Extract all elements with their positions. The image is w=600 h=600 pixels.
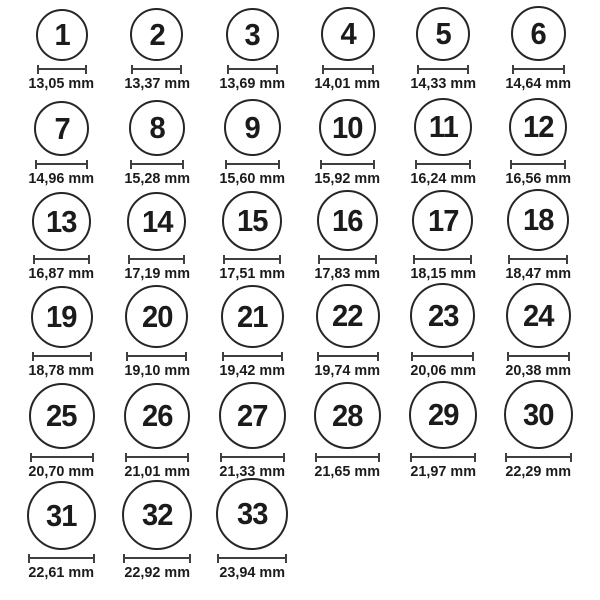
diameter-measure-line	[130, 160, 184, 169]
ring-circle	[414, 98, 472, 156]
diameter-measure-line	[223, 255, 281, 264]
ring-size-cell	[205, 285, 300, 382]
diameter-measure-line	[35, 160, 88, 169]
ring-circle	[216, 478, 288, 550]
ring-circle	[316, 284, 380, 348]
ring-circle	[412, 190, 473, 251]
ring-size-number: 28	[332, 397, 363, 433]
diameter-label: 23,94 mm	[219, 563, 286, 581]
ring-size-cell	[300, 285, 395, 382]
ring-size-number: 14	[141, 203, 173, 239]
ring-size-cell	[14, 190, 109, 285]
ring-size-number: 10	[332, 109, 363, 145]
diameter-measure-line	[30, 453, 94, 462]
diameter-measure-line	[126, 352, 187, 361]
ring-size-number: 12	[523, 109, 554, 144]
ring-circle	[410, 283, 475, 348]
ring-size-cell	[300, 382, 395, 483]
ring-size-number: 33	[237, 496, 268, 531]
ring-size-number: 23	[427, 297, 459, 333]
diameter-label: 19,42 mm	[219, 361, 286, 379]
diameter-measure-line	[318, 255, 377, 264]
ring-circle	[224, 99, 281, 156]
ring-size-number: 21	[237, 298, 268, 334]
ring-size-cell	[205, 190, 300, 285]
ring-circle	[504, 380, 573, 449]
diameter-measure-line	[411, 352, 474, 361]
ring-size-number: 8	[149, 110, 165, 145]
diameter-measure-line	[317, 352, 379, 361]
ring-size-cell	[491, 95, 586, 190]
ring-size-number: 26	[141, 398, 173, 433]
ring-circle	[409, 381, 477, 449]
ring-circle	[122, 480, 192, 550]
ring-circle	[319, 99, 376, 156]
ring-size-number: 7	[54, 110, 70, 146]
diameter-label: 14,96 mm	[28, 169, 95, 187]
diameter-label: 17,83 mm	[314, 264, 381, 282]
diameter-label: 16,24 mm	[410, 169, 476, 187]
ring-size-number: 6	[530, 15, 546, 51]
ring-circle	[509, 98, 567, 156]
diameter-measure-line	[32, 352, 92, 361]
diameter-label: 15,28 mm	[124, 169, 190, 187]
ring-size-number: 31	[46, 497, 77, 533]
diameter-measure-line	[227, 65, 278, 74]
ring-size-number: 4	[340, 16, 356, 51]
ring-size-cell	[205, 0, 300, 95]
ring-circle	[129, 100, 185, 156]
diameter-measure-line	[508, 255, 568, 264]
ring-circle	[222, 191, 282, 251]
ring-circle	[32, 192, 91, 251]
diameter-measure-line	[131, 65, 182, 74]
ring-size-cell	[300, 0, 395, 95]
ring-size-cell	[395, 382, 490, 483]
ring-size-number: 17	[427, 202, 459, 238]
ring-size-cell	[109, 190, 204, 285]
ring-size-cell	[109, 95, 204, 190]
ring-size-cell	[109, 0, 204, 95]
diameter-label: 20,70 mm	[28, 462, 95, 480]
diameter-label: 22,61 mm	[28, 563, 95, 581]
ring-circle	[416, 7, 470, 61]
ring-size-cell	[14, 95, 109, 190]
ring-size-cell	[395, 0, 490, 95]
ring-circle	[511, 6, 566, 61]
diameter-label: 14,64 mm	[505, 74, 572, 92]
diameter-measure-line	[510, 160, 566, 169]
ring-size-number: 15	[237, 203, 268, 238]
ring-circle	[221, 285, 284, 348]
diameter-measure-line	[417, 65, 469, 74]
diameter-label: 19,10 mm	[124, 361, 190, 379]
diameter-measure-line	[33, 255, 90, 264]
diameter-label: 22,29 mm	[505, 462, 572, 480]
diameter-measure-line	[125, 453, 189, 462]
ring-size-number: 16	[332, 202, 363, 238]
ring-size-number: 3	[244, 16, 260, 52]
ring-size-number: 25	[46, 398, 77, 433]
diameter-label: 22,92 mm	[124, 563, 190, 581]
ring-size-cell	[491, 0, 586, 95]
diameter-label: 13,05 mm	[28, 74, 95, 92]
ring-size-number: 20	[141, 298, 173, 334]
diameter-measure-line	[415, 160, 471, 169]
diameter-measure-line	[507, 352, 570, 361]
ring-size-number: 18	[523, 202, 554, 237]
diameter-measure-line	[220, 453, 285, 462]
diameter-measure-line	[28, 554, 95, 563]
ring-size-number: 32	[141, 497, 173, 532]
ring-size-cell	[300, 190, 395, 285]
ring-circle	[506, 283, 571, 348]
ring-size-cell	[14, 382, 109, 483]
ring-size-number: 11	[428, 109, 458, 144]
ring-size-cell	[109, 382, 204, 483]
diameter-label: 16,56 mm	[505, 169, 572, 187]
diameter-label: 18,15 mm	[410, 264, 476, 282]
ring-size-cell	[14, 285, 109, 382]
diameter-measure-line	[322, 65, 374, 74]
ring-size-cell	[491, 285, 586, 382]
ring-size-number: 30	[523, 396, 554, 432]
ring-size-number: 19	[46, 299, 77, 334]
diameter-label: 17,19 mm	[124, 264, 190, 282]
ring-size-number: 1	[54, 17, 70, 52]
ring-circle	[130, 8, 183, 61]
diameter-label: 18,78 mm	[28, 361, 95, 379]
diameter-measure-line	[225, 160, 280, 169]
ring-circle	[321, 7, 375, 61]
ring-circle	[317, 190, 378, 251]
diameter-measure-line	[37, 65, 87, 74]
diameter-label: 13,37 mm	[124, 74, 190, 92]
diameter-label: 21,33 mm	[219, 462, 286, 480]
diameter-measure-line	[410, 453, 476, 462]
ring-size-cell	[14, 0, 109, 95]
ring-circle	[31, 286, 93, 348]
ring-circle	[124, 383, 190, 449]
diameter-measure-line	[315, 453, 380, 462]
ring-circle	[29, 383, 95, 449]
ring-circle	[314, 382, 381, 449]
diameter-label: 19,74 mm	[314, 361, 381, 379]
ring-circle	[226, 8, 279, 61]
ring-size-cell	[205, 95, 300, 190]
diameter-measure-line	[512, 65, 565, 74]
ring-size-cell	[109, 483, 204, 600]
ring-size-cell	[109, 285, 204, 382]
ring-circle	[127, 192, 186, 251]
diameter-label: 14,01 mm	[314, 74, 381, 92]
diameter-measure-line	[505, 453, 572, 462]
ring-circle	[27, 481, 96, 550]
diameter-label: 15,92 mm	[314, 169, 381, 187]
diameter-label: 18,47 mm	[505, 264, 572, 282]
diameter-label: 15,60 mm	[219, 169, 286, 187]
ring-size-number: 29	[427, 397, 459, 432]
ring-size-cell	[205, 382, 300, 483]
diameter-label: 17,51 mm	[219, 264, 286, 282]
diameter-label: 21,65 mm	[314, 462, 381, 480]
diameter-label: 14,33 mm	[410, 74, 476, 92]
ring-circle	[34, 101, 89, 156]
ring-size-number: 13	[46, 203, 77, 239]
diameter-label: 21,97 mm	[410, 462, 476, 480]
diameter-measure-line	[413, 255, 472, 264]
diameter-measure-line	[320, 160, 375, 169]
ring-size-cell	[14, 483, 109, 600]
ring-size-number: 24	[523, 297, 554, 333]
diameter-label: 20,38 mm	[505, 361, 572, 379]
ring-size-number: 2	[149, 16, 165, 52]
ring-size-cell	[395, 95, 490, 190]
diameter-label: 20,06 mm	[410, 361, 476, 379]
ring-circle	[36, 9, 88, 61]
diameter-label: 13,69 mm	[219, 74, 286, 92]
ring-circle	[507, 189, 569, 251]
diameter-measure-line	[128, 255, 185, 264]
ring-size-cell	[300, 95, 395, 190]
ring-size-number: 5	[435, 16, 451, 51]
ring-size-cell	[395, 285, 490, 382]
ring-size-number: 27	[237, 397, 268, 433]
ring-size-number: 9	[244, 109, 260, 145]
ring-size-cell	[491, 190, 586, 285]
ring-size-number: 22	[332, 298, 363, 333]
diameter-measure-line	[217, 554, 287, 563]
diameter-label: 21,01 mm	[124, 462, 190, 480]
ring-size-cell	[205, 483, 300, 600]
ring-size-cell	[491, 382, 586, 483]
diameter-label: 16,87 mm	[28, 264, 95, 282]
ring-circle	[125, 285, 188, 348]
diameter-measure-line	[123, 554, 191, 563]
ring-size-cell	[395, 190, 490, 285]
ring-circle	[219, 382, 286, 449]
diameter-measure-line	[222, 352, 283, 361]
